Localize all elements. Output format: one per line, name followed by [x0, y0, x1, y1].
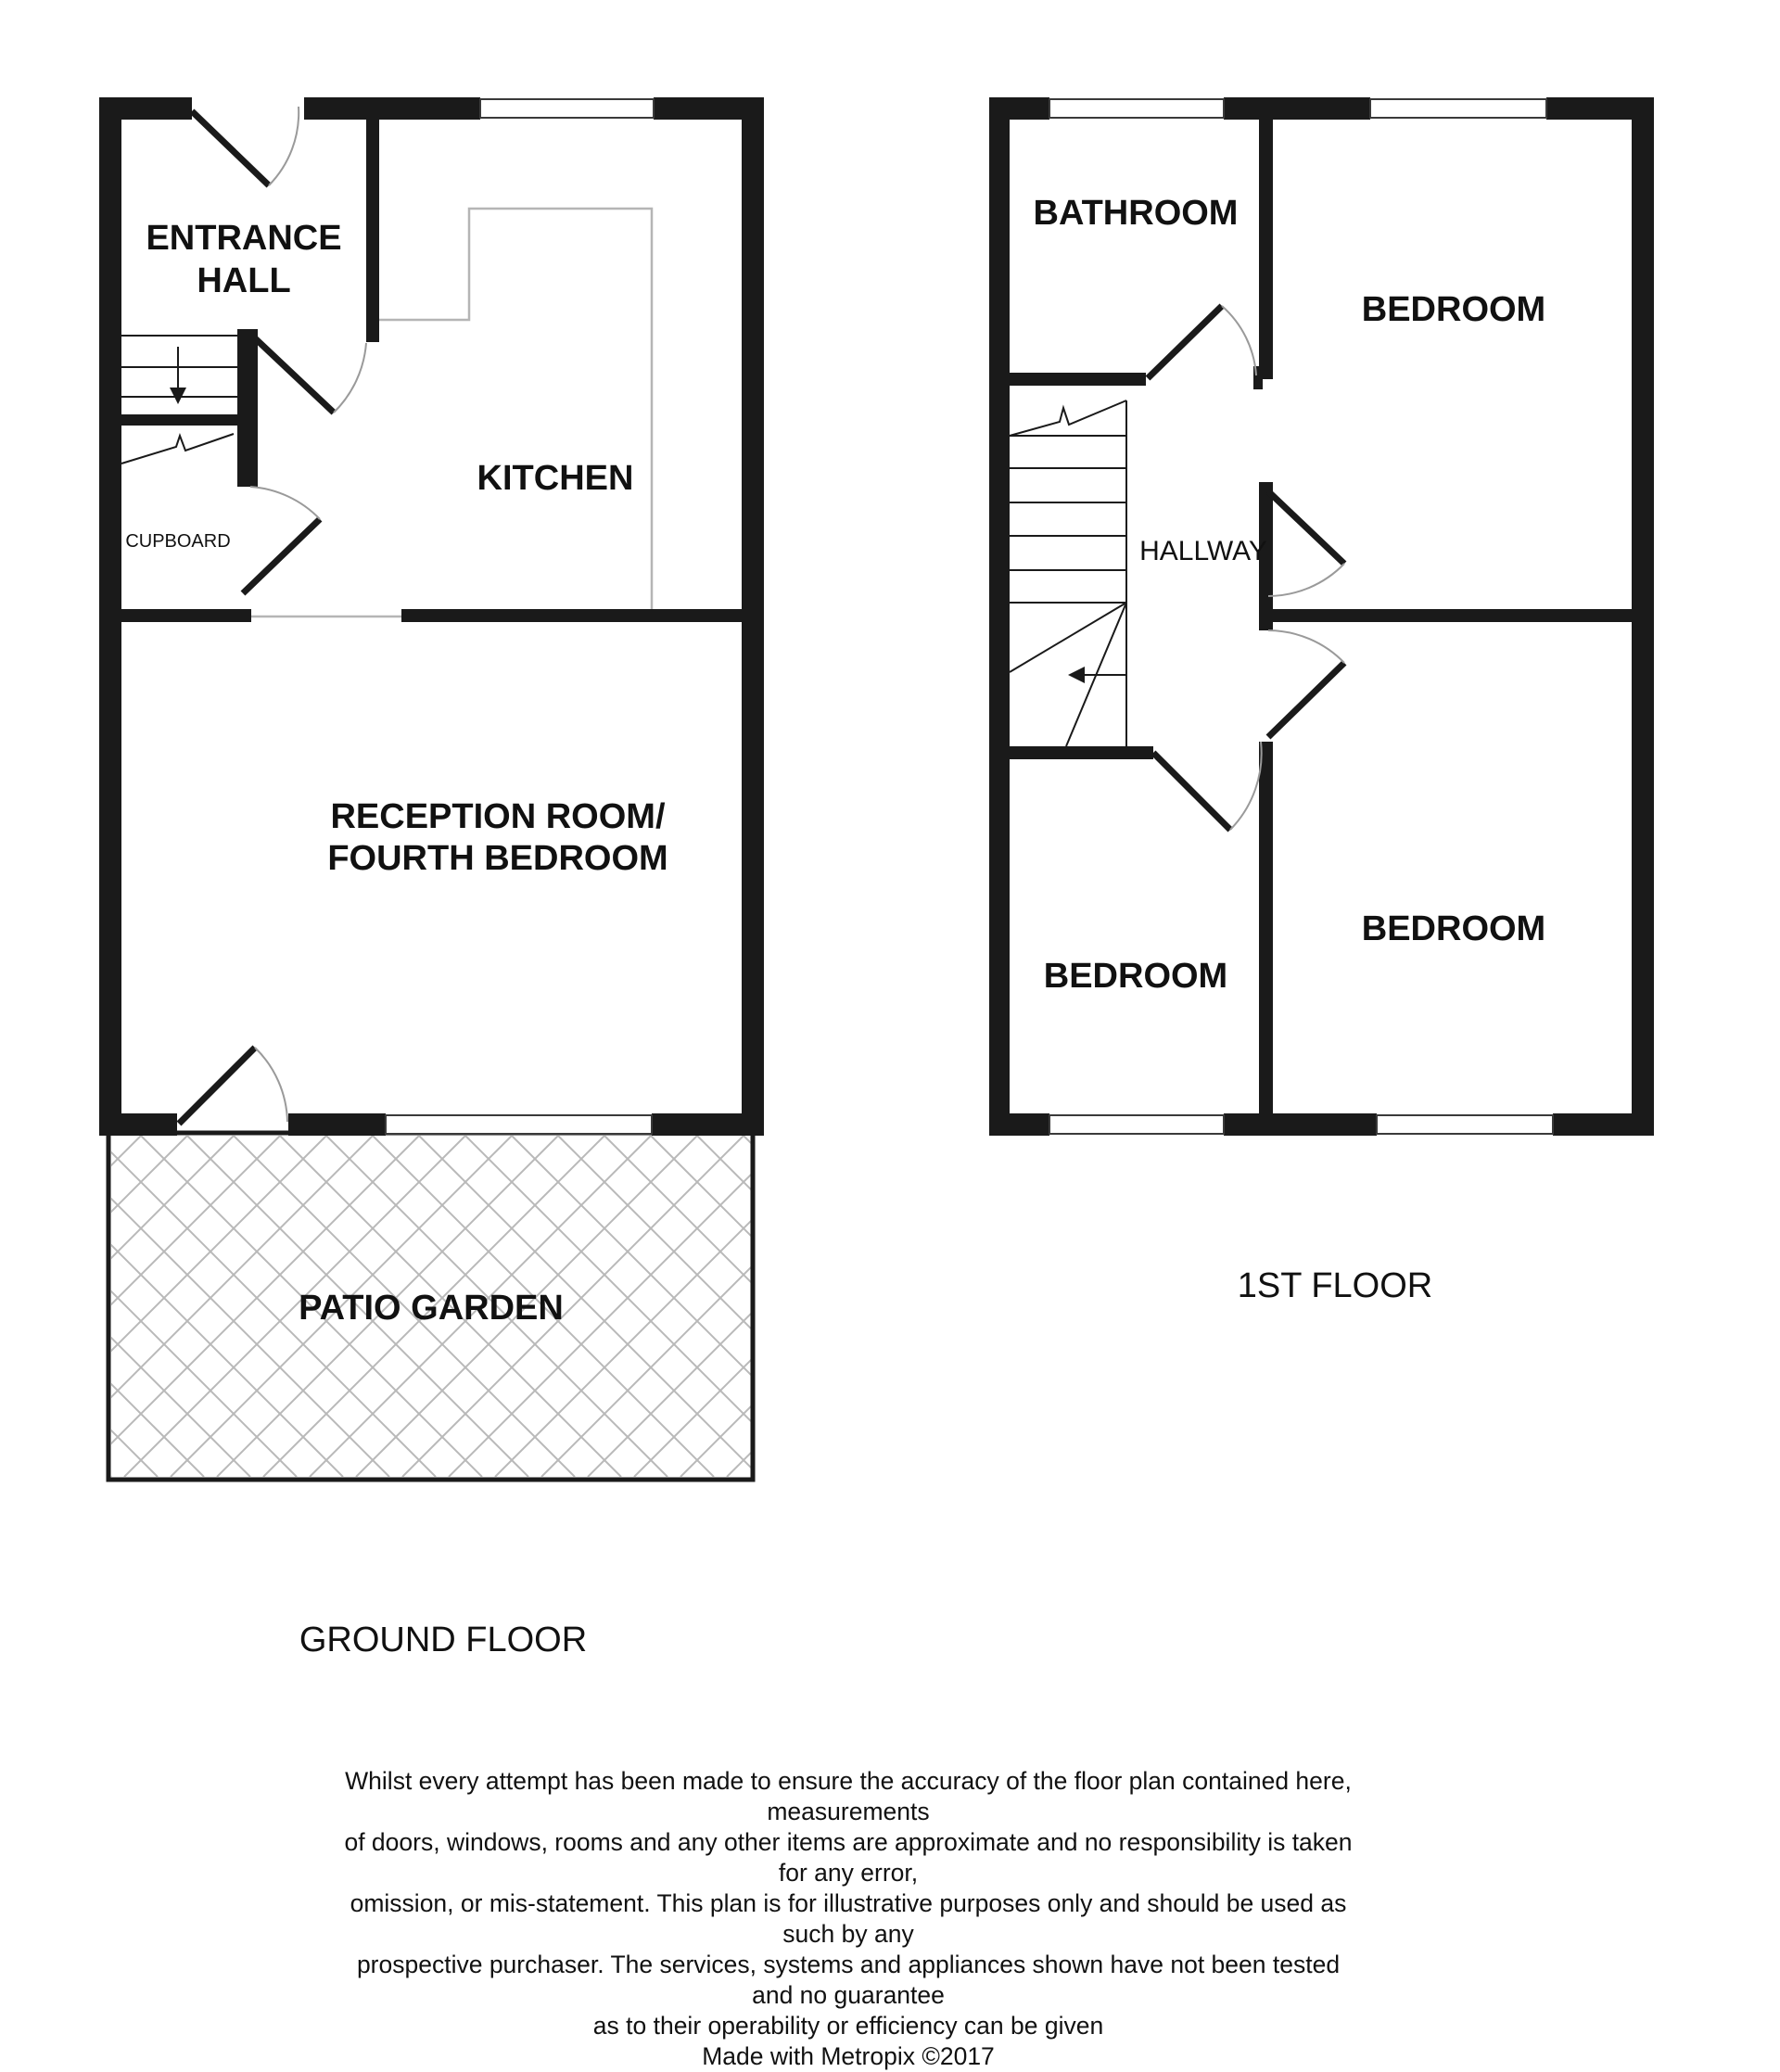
kitchen-label: KITCHEN [477, 459, 634, 498]
kitchen-reception-wall-right [401, 609, 742, 622]
central-wall-top [1259, 120, 1273, 379]
small-bedroom-wall [1010, 746, 1153, 759]
kitchen-worktop [379, 209, 652, 609]
ff-wall-bottom-3 [1553, 1113, 1654, 1136]
patio-paving-hatch [0, 1136, 1409, 1477]
reception-window [386, 1115, 652, 1134]
ff-wall-bottom-1 [989, 1113, 1049, 1136]
ff-wall-top-1 [989, 97, 1049, 120]
entrance-hall-label-2: HALL [197, 261, 291, 300]
disclaimer-line: prospective purchaser. The services, systems and appliances shown have not been tested and no guarantee [356, 1951, 1341, 2009]
gf-wall-right [742, 97, 764, 1136]
bedroom-small-label: BEDROOM [1043, 957, 1228, 996]
bathroom-window [1049, 99, 1224, 118]
patio-label: PATIO GARDEN [299, 1289, 564, 1328]
central-wall-bottom [1259, 742, 1273, 1122]
first-floor-title: 1ST FLOOR [1237, 1266, 1433, 1305]
disclaimer-line: Whilst every attempt has been made to ensure the accuracy of the floor plan contained here, measurements [345, 1767, 1352, 1825]
bedroom-top-right-label: BEDROOM [1361, 290, 1546, 329]
disclaimer-credit: Made with Metropix ©2017 [702, 2042, 995, 2070]
gf-wall-top-left [99, 97, 192, 120]
bedroom-top-door [1268, 491, 1344, 596]
entrance-hall-label: ENTRANCE [146, 219, 342, 258]
bedrooms-divider [1273, 609, 1632, 622]
bathroom-label: BATHROOM [1033, 194, 1239, 233]
gf-wall-bottom-right [652, 1113, 764, 1136]
gf-wall-bottom-mid [288, 1113, 386, 1136]
gf-wall-left [99, 97, 121, 1136]
ground-floor-plan [0, 97, 1409, 1480]
hallway-label: HALLWAY [1139, 536, 1267, 566]
patio-door [179, 1048, 287, 1124]
bedroom-bottom-window [1377, 1115, 1553, 1134]
disclaimer-line: of doors, windows, rooms and any other items are approximate and no responsibility is taken for any error, [344, 1828, 1353, 1887]
stair-divider [121, 414, 237, 426]
bedroom-bottom-right-label: BEDROOM [1361, 909, 1546, 948]
ff-wall-left [989, 97, 1010, 1136]
gf-wall-top-right [654, 97, 764, 120]
front-door [192, 107, 299, 185]
bedroom-small-door [1153, 742, 1262, 830]
ff-wall-top-2 [1224, 97, 1370, 120]
reception-label: RECEPTION ROOM/ [330, 797, 666, 836]
cupboard-break-line [121, 434, 234, 464]
kitchen-window [480, 99, 654, 118]
ff-wall-right [1632, 97, 1654, 1136]
cupboard-label: CUPBOARD [125, 531, 231, 552]
gf-wall-top-mid [304, 97, 480, 120]
hall-kitchen-wall [366, 120, 379, 342]
disclaimer [334, 1766, 1363, 2072]
stairs-first-floor [1010, 400, 1126, 746]
ff-wall-top-3 [1546, 97, 1654, 120]
kitchen-reception-wall-left [121, 609, 251, 622]
bathroom-door [1148, 306, 1256, 378]
disclaimer-line: omission, or mis-statement. This plan is for illustrative purposes only and should be used as such by any [350, 1889, 1347, 1948]
bathroom-wall [1010, 373, 1146, 386]
kitchen-door [252, 336, 366, 413]
reception-label-2: FOURTH BEDROOM [327, 839, 668, 878]
bedroom-bottom-door [1268, 630, 1344, 737]
stair-cupboard-wall [237, 329, 258, 487]
cupboard-door [243, 487, 320, 593]
ff-wall-bottom-2 [1224, 1113, 1377, 1136]
gf-wall-bottom-left [99, 1113, 177, 1136]
disclaimer-line: as to their operability or efficiency can be given [592, 2012, 1104, 2040]
bedroom-small-window [1049, 1115, 1224, 1134]
ground-floor-title: GROUND FLOOR [299, 1621, 588, 1659]
stairs-down [121, 336, 237, 404]
bedroom-top-window [1370, 99, 1546, 118]
